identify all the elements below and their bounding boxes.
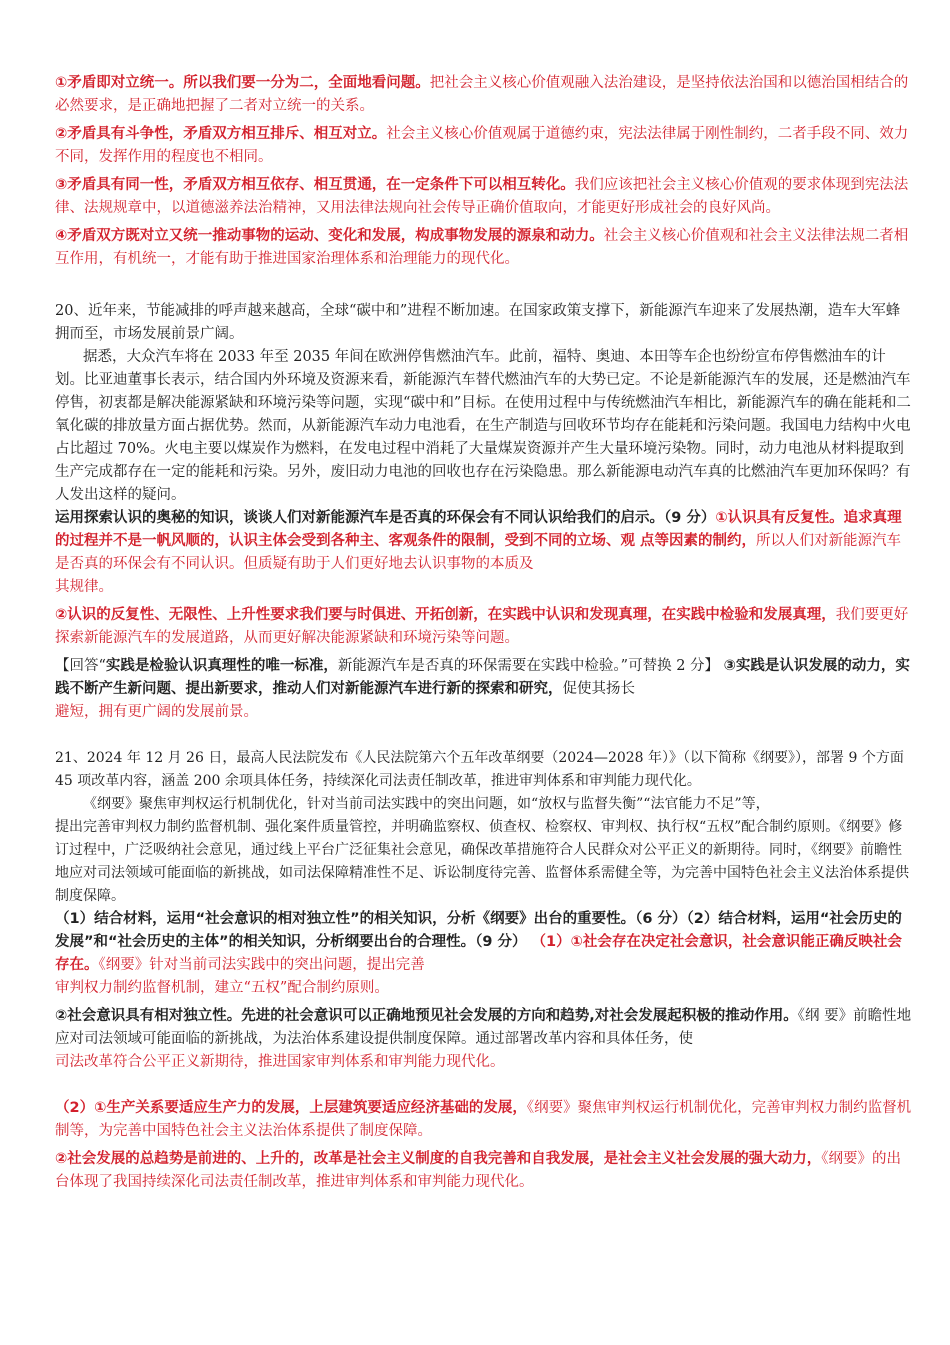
question-text: 运用探索认识的奥秘的知识，谈谈人们对新能源汽车是否真的环保会有不同认识给我们的启示。（9 分）: [55, 510, 716, 526]
q20-answer-1-tail: 其规律。: [55, 579, 113, 595]
answer-lead: ④矛盾双方既对立又统一推动事物的运动、变化和发展，构成事物发展的源泉和动力。: [55, 228, 604, 244]
q21-p1-answer-1-text: 《纲要》针对当前司法实践中的突出问题，提出完善: [98, 957, 425, 973]
q21-p1-answer-2-tail: 司法改革符合公平正义新期待，推进国家审判体系和审判能力现代化。: [55, 1054, 505, 1070]
answer-lead: ②社会发展的总趋势是前进的、上升的，改革是社会主义制度的自我完善和自我发展，是社会主义社会发展的强大动力，: [55, 1151, 822, 1167]
q21-p1-answer-1-lead: （1）①社会存在决定社会意识，社会意识能正确反映社会存在。: [55, 934, 902, 973]
q21-p1-answer-2: [55, 1005, 913, 1051]
q20-answer-3-tail: 避短，拥有更广阔的发展前景。: [55, 704, 258, 720]
answer-lead: ③矛盾具有同一性，矛盾双方相互依存、相互贯通，在一定条件下可以相互转化。: [55, 177, 575, 193]
q21-p1-answer-1-tail: 审判权力制约监督机制，建立“五权”配合制约原则。: [55, 980, 389, 996]
q20-question: [55, 507, 913, 576]
answer-lead: ②社会意识具有相对独立性。先进的社会意识可以正确地预见社会发展的方向和趋势,对社会发展起积极的推动作用。: [55, 1008, 798, 1024]
q21-question: [55, 908, 913, 977]
answer-text: 《纲要》的出台体现了我国持续深化司法责任制改革，推进审判体系和审判能力现代化。: [55, 1151, 902, 1190]
q21-p2-answer-1: [55, 1097, 913, 1143]
note-close: 新能源汽车是否真的环保需要在实践中检验。”可替换 2 分】: [337, 658, 720, 674]
q20-intro: 20、近年来，节能减排的呼声越来越高，全球“碳中和”进程不断加速。在国家政策支撑下，新能源汽车迎来了发展热潮，造车大军蜂拥而至，市场发展前景广阔。: [55, 303, 901, 342]
answer-text: 促使其扬长: [562, 681, 635, 697]
note-open: 【回答“: [55, 658, 106, 674]
answer-text: 我们应该把社会主义核心价值观的要求体现到宪法法律、法规规章中，以道德滋养法治精神，又用法律法规向社会传导正确价值取向，才能更好形成社会的良好风尚。: [55, 177, 909, 216]
q20-answer-2: [55, 604, 913, 650]
answer-contradiction-4: [55, 225, 913, 271]
q21-intro: 21、2024 年 12 月 26 日，最高人民法院发布《人民法院第六个五年改革纲要（2024—2028 年）》（以下简称《纲要》），部署 9 个方面 45 项改革内容，涵盖 200 余项具体任务，持续深化司法责任制改革，推进审判体系和审判能力现代化。: [55, 750, 904, 789]
answer-text: 《纲 要》前瞻性地应对司法领域可能面临的新挑战，为法治体系建设提供制度保障。通过部署改革内容和具体任务，使: [55, 1008, 912, 1047]
q20-answer-1-lead: ①认识具有反复性。追求真理的过程并不是一帆风顺的，认识主体会受到各种主、客观条件的限制，受到不同的立场、观 点等因素的制约，: [55, 510, 902, 549]
answer-lead: ③实践是认识发展的动力，实践不断产生新问题、提出新要求，推动人们对新能源汽车进行新的探索和研究，: [55, 658, 910, 697]
q21-p2-answer-2: [55, 1148, 913, 1194]
answer-lead: ②认识的反复性、无限性、上升性要求我们要与时俱进、开拓创新，在实践中认识和发现真理，在实践中检验和发展真理，: [55, 607, 836, 623]
note-bold: 实践是检验认识真理性的唯一标准，: [105, 658, 338, 674]
answer-contradiction-2: [55, 123, 913, 169]
question-text: （1）结合材料，运用“社会意识的相对独立性”的相关知识，分析《纲要》出台的重要性。（6 分）（2）结合材料，运用“社会历史的发展”和“社会历史的主体”的相关知识，分析纲要出台的合理性。（9 分）: [55, 911, 902, 950]
document-page: [55, 72, 913, 1199]
answer-text: 社会主义核心价值观属于道德约束，宪法法律属于刚性制约，二者手段不同、效力不同，发挥作用的程度也不相同。: [55, 126, 909, 165]
q20-material: 据悉，大众汽车将在 2033 年至 2035 年间在欧洲停售燃油汽车。此前，福特、奥迪、本田等车企也纷纷宣布停售燃油车的计划。比亚迪董事长表示，结合国内外环境及资源来看，新能源汽车替代燃油汽车的大势已定。不论是新能源汽车的发展，还是燃油汽车停售，初衷都是解决能源紧缺和环境污染等问题，实现“碳中和”目标。在使用过程中与传统燃油汽车相比，新能源汽车的确在能耗和二氧化碳的排放量方面占据优势。然而，从新能源汽车动力电池看，在生产制造与回收环节均存在能耗和污染问题。我国电力结构中火电占比超过 70%。火电主要以煤炭作为燃料，在发电过程中消耗了大量煤炭资源并产生大量环境污染物。同时，动力电池从材料提取到生产完成都存在一定的能耗和污染。另外，废旧动力电池的回收也存在污染隐患。那么新能源电动汽车真的比燃油汽车更加环保吗？有人发出这样的疑问。: [55, 349, 911, 503]
answer-lead: ②矛盾具有斗争性，矛盾双方相互排斥、相互对立。: [55, 126, 387, 142]
answer-text: 把社会主义核心价值观融入法治建设，是坚持依法治国和以德治国相结合的必然要求，是正确地把握了二者对立统一的关系。: [55, 75, 909, 114]
q21-material-line1: 《纲要》聚焦审判权运行机制优化，针对当前司法实践中的突出问题，如“放权与监督失衡”“法官能力不足”等，: [83, 796, 770, 812]
answer-lead: ①矛盾即对立统一。所以我们要一分为二，全面地看问题。: [55, 75, 430, 91]
answer-text: 社会主义核心价值观和社会主义法律法规二者相互作用，有机统一，才能有助于推进国家治理体系和治理能力的现代化。: [55, 228, 909, 267]
answer-contradiction-1: [55, 72, 913, 118]
answer-contradiction-3: [55, 174, 913, 220]
answer-text: 我们要更好探索新能源汽车的发展道路，从而更好解决能源紧缺和环境污染等问题。: [55, 607, 909, 646]
answer-text: 《纲要》聚焦审判权运行机制优化，完善审判权力制约监督机制等，为完善中国特色社会主义法治体系提供了制度保障。: [55, 1100, 912, 1139]
q21-material: 提出完善审判权力制约监督机制、强化案件质量管控，并明确监察权、侦查权、检察权、审判权、执行权“五权”配合制约原则。《纲要》修订过程中，广泛吸纳社会意见，通过线上平台广泛征集社会意见，确保改革措施符合人民群众对公平正义的新期待。同时，《纲要》前瞻性地应对司法领域可能面临的新挑战，如司法保障精准性不足、诉讼制度待完善、监督体系需健全等，为完善中国特色社会主义法治体系提供制度保障。: [55, 819, 909, 904]
q20-answer-3: [55, 655, 913, 701]
q20-answer-1-text: 所以人们对新能源汽车是否真的环保会有不同认识。但质疑有助于人们更好地去认识事物的本质及: [55, 533, 902, 572]
answer-lead: （2）①生产关系要适应生产力的发展，上层建筑要适应经济基础的发展，: [55, 1100, 527, 1116]
